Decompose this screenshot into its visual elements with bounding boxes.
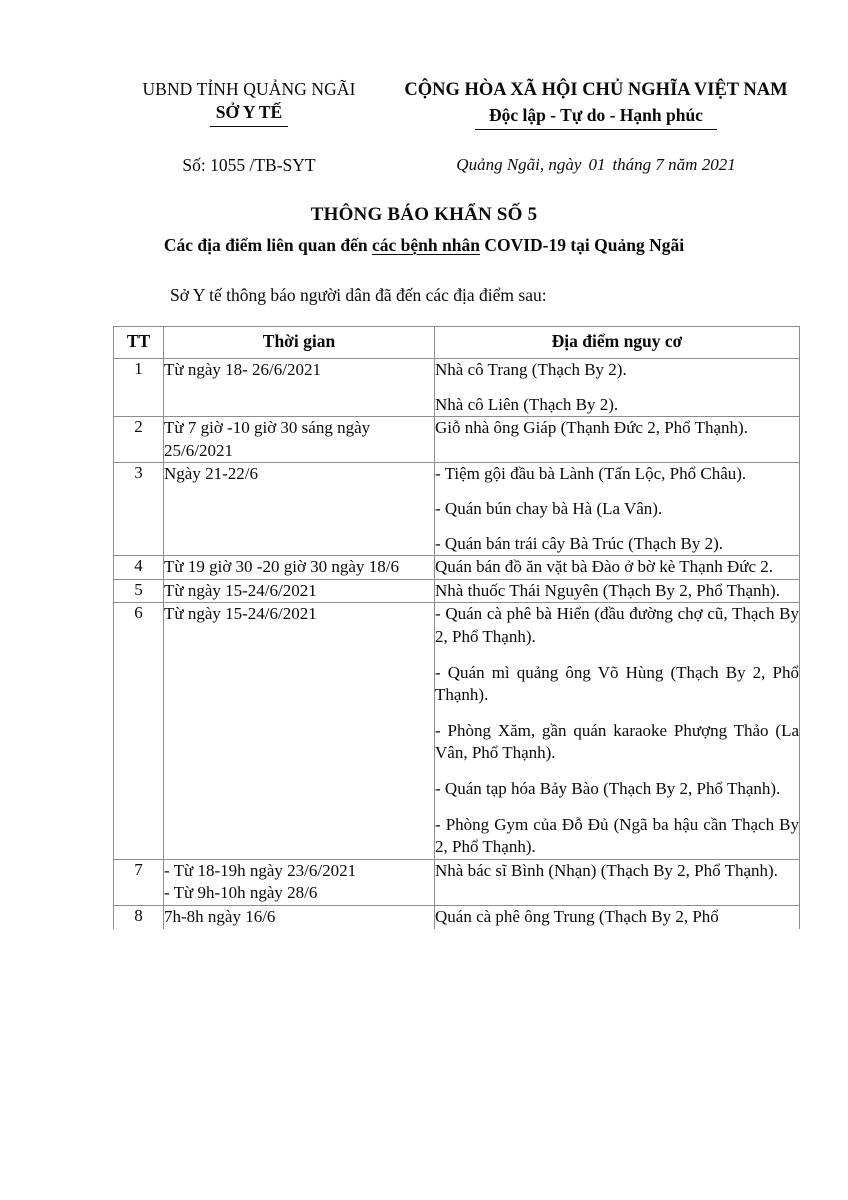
row-places	[435, 463, 800, 556]
date-prefix: Quảng Ngãi, ngày	[456, 155, 582, 175]
place-line: Nhà thuốc Thái Nguyên (Thạch By 2, Phổ Thạnh).	[435, 580, 780, 600]
row-places	[435, 579, 800, 603]
row-index: 4	[114, 556, 164, 580]
date-day: 01	[588, 155, 606, 175]
row-places	[435, 906, 800, 929]
row-index: 6	[114, 603, 164, 859]
place-line: - Quán bún chay bà Hà (La Vân).	[435, 498, 663, 518]
row-index: 5	[114, 579, 164, 603]
row-time	[164, 358, 435, 416]
row-index: 2	[114, 417, 164, 463]
time-line: - Từ 18-19h ngày 23/6/2021	[164, 860, 357, 880]
page-subtitle	[0, 233, 848, 258]
place-line: - Quán mì quảng ông Võ Hùng (Thạch By 2, Phổ Thạnh).	[435, 662, 799, 705]
row-places	[435, 417, 800, 463]
row-time	[164, 417, 435, 463]
table-body	[114, 358, 800, 928]
document-titles	[0, 202, 848, 257]
time-line: Từ ngày 15-24/6/2021	[164, 604, 317, 624]
risk-locations-table	[113, 326, 800, 929]
place-line: Nhà cô Trang (Thạch By 2).	[435, 359, 627, 379]
table-row	[114, 358, 800, 416]
table-row	[114, 417, 800, 463]
row-time	[164, 906, 435, 929]
row-time	[164, 859, 435, 905]
row-index: 3	[114, 463, 164, 556]
table-row	[114, 906, 800, 929]
subtitle-part-two: COVID-19 tại Quảng Ngãi	[479, 234, 685, 255]
time-line: Từ ngày 15-24/6/2021	[164, 580, 317, 600]
table-row	[114, 463, 800, 556]
page-title: THÔNG BÁO KHẨN SỐ 5	[310, 204, 538, 226]
place-line: - Quán cà phê bà Hiển (đầu đường chợ cũ, Thạch By 2, Phổ Thạnh).	[435, 604, 799, 646]
row-index: 7	[114, 859, 164, 905]
row-time	[164, 556, 435, 580]
table-row	[114, 859, 800, 905]
time-line: Ngày 21-22/6	[164, 464, 258, 484]
row-places	[435, 859, 800, 905]
row-time	[164, 463, 435, 556]
column-header-time: Thời gian	[164, 326, 435, 358]
column-header-tt: TT	[114, 326, 164, 358]
row-places	[435, 556, 800, 580]
place-line: Quán cà phê ông Trung (Thạch By 2, Phổ	[435, 907, 719, 927]
subtitle-part-one: Các địa điểm liên quan đến	[163, 234, 372, 255]
date-suffix: tháng 7 năm 2021	[612, 155, 736, 175]
letterhead	[0, 0, 848, 127]
column-header-place: Địa điểm nguy cơ	[435, 326, 800, 358]
document-number: Số: 1055 /TB-SYT	[182, 155, 316, 176]
place-line: Quán bán đồ ăn vặt bà Đào ở bờ kè Thạnh Đức 2.	[435, 557, 773, 577]
issuing-department-name: SỞ Y TẾ	[215, 102, 283, 123]
place-line: - Quán bán trái cây Bà Trúc (Thạch By 2).	[435, 533, 723, 553]
row-places	[435, 358, 800, 416]
row-index: 8	[114, 906, 164, 929]
place-line: - Quán tạp hóa Bảy Bào (Thạch By 2, Phổ Thạnh).	[435, 779, 781, 799]
place-line: Nhà bác sĩ Bình (Nhạn) (Thạch By 2, Phổ Thạnh).	[435, 860, 778, 880]
national-title: CỘNG HÒA XÃ HỘI CHỦ NGHĨA VIỆT NAM	[404, 80, 788, 100]
time-line: - Từ 9h-10h ngày 28/6	[164, 883, 318, 903]
place-line: Nhà cô Liên (Thạch By 2).	[435, 394, 619, 414]
place-line: - Phòng Gym của Đỗ Đủ (Ngã ba hậu cần Thạch By 2, Phổ Thạnh).	[435, 814, 799, 857]
table-head	[114, 326, 800, 358]
intro-paragraph: Sở Y tế thông báo người dân đã đến các địa điểm sau:	[170, 285, 547, 306]
table-row	[114, 556, 800, 580]
place-line: - Tiệm gội đầu bà Lành (Tấn Lộc, Phổ Châu).	[435, 464, 747, 484]
risk-locations-table-wrapper	[113, 326, 800, 929]
letterhead-right	[396, 78, 796, 127]
row-time	[164, 603, 435, 859]
time-line: 7h-8h ngày 16/6	[164, 907, 276, 927]
time-line: Từ ngày 18- 26/6/2021	[164, 359, 322, 379]
row-time	[164, 579, 435, 603]
row-places	[435, 603, 800, 859]
table-header-row	[114, 326, 800, 358]
letterhead-left	[108, 78, 390, 124]
table-row	[114, 603, 800, 859]
issuing-authority-name: UBND TỈNH QUẢNG NGÃI	[142, 79, 356, 99]
document-number-date-row	[0, 155, 848, 176]
place-line: - Phòng Xăm, gần quán karaoke Phượng Thảo (La Vân, Phổ Thạnh).	[435, 720, 799, 763]
national-motto: Độc lập - Tự do - Hạnh phúc	[489, 104, 703, 127]
subtitle-underlined-part: các bệnh nhân	[371, 234, 480, 255]
table-row	[114, 579, 800, 603]
time-line: Từ 7 giờ -10 giờ 30 sáng ngày 25/6/2021	[164, 418, 371, 460]
time-line: Từ 19 giờ 30 -20 giờ 30 ngày 18/6	[164, 557, 399, 577]
row-index: 1	[114, 358, 164, 416]
document-date	[396, 155, 796, 176]
place-line: Giỗ nhà ông Giáp (Thạnh Đức 2, Phổ Thạnh).	[435, 418, 748, 438]
